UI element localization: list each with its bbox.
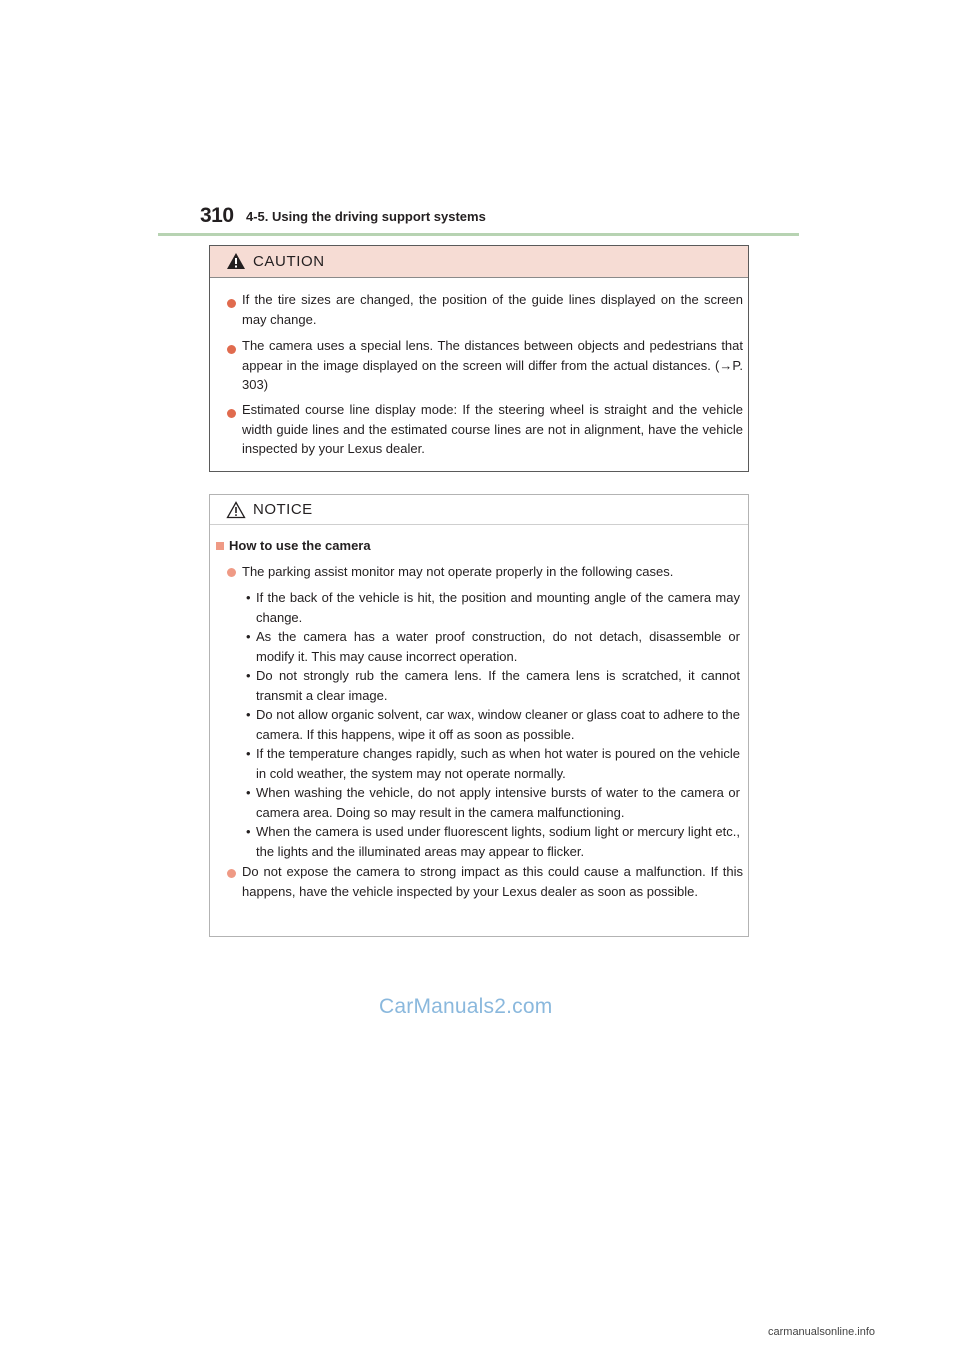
header-divider: [158, 233, 799, 236]
dash-bullet-icon: •: [246, 707, 251, 722]
caution-header: [210, 246, 748, 278]
case-item: Do not strongly rub the camera lens. If the camera lens is scratched, it cannot transmit a clear image.: [256, 668, 740, 703]
case-item: Do not allow organic solvent, car wax, window cleaner or glass coat to adhere to the camera. If this happens, wipe it off as soon as possible.: [256, 707, 740, 742]
watermark: CarManuals2.com: [379, 995, 553, 1018]
warning-icon: [226, 252, 246, 270]
bullet-icon: [227, 568, 236, 577]
caution-item-2: The camera uses a special lens. The distances between objects and pedestrians that appear in the image displayed on the screen will differ from the actual distances. (→P. 303): [242, 338, 743, 392]
bullet-icon: [227, 299, 236, 308]
notice-header: [210, 495, 748, 525]
case-item: As the camera has a water proof construction, do not detach, disassemble or modify it. This may cause incorrect operation.: [256, 629, 740, 664]
bullet-icon: [227, 869, 236, 878]
case-item: When the camera is used under fluorescent lights, sodium light or mercury light etc., the lights and the illuminated areas may appear to flicker.: [256, 824, 740, 859]
page-header: [200, 204, 800, 230]
bullet-icon: [227, 345, 236, 354]
warning-outline-icon: [226, 501, 246, 519]
footer-watermark: carmanualsonline.info: [768, 1326, 876, 1338]
dash-bullet-icon: •: [246, 824, 251, 839]
case-item: If the temperature changes rapidly, such as when hot water is poured on the vehicle in cold weather, the system may not operate normally.: [256, 746, 740, 781]
caution-box: [209, 245, 749, 472]
notice-bullet-1: The parking assist monitor may not operate properly in the following cases.: [242, 564, 674, 579]
caution-item-1: If the tire sizes are changed, the position of the guide lines displayed on the screen may change.: [242, 292, 743, 327]
notice-title: NOTICE: [253, 501, 313, 518]
caution-item-3: Estimated course line display mode: If the steering wheel is straight and the vehicle width guide lines and the estimated course lines are not in alignment, have the vehicle inspected by your Lexus dealer.: [242, 402, 743, 456]
case-item: When washing the vehicle, do not apply intensive bursts of water to the camera or camera area. Doing so may result in the camera malfunctioning.: [256, 785, 740, 820]
dash-bullet-icon: •: [246, 668, 251, 683]
caution-title: CAUTION: [253, 253, 325, 270]
bullet-icon: [227, 409, 236, 418]
section-title: 4-5. Using the driving support systems: [246, 209, 486, 224]
page-number: 310: [200, 204, 234, 227]
notice-box: [209, 494, 749, 937]
dash-bullet-icon: •: [246, 746, 251, 761]
dash-bullet-icon: •: [246, 590, 251, 605]
case-item: If the back of the vehicle is hit, the position and mounting angle of the camera may change.: [256, 590, 740, 625]
dash-bullet-icon: •: [246, 785, 251, 800]
square-bullet-icon: [216, 542, 224, 550]
dash-bullet-icon: •: [246, 629, 251, 644]
notice-bullet-2: Do not expose the camera to strong impact as this could cause a malfunction. If this happens, have the vehicle inspected by your Lexus dealer as soon as possible.: [242, 864, 743, 899]
notice-heading: How to use the camera: [229, 538, 371, 553]
